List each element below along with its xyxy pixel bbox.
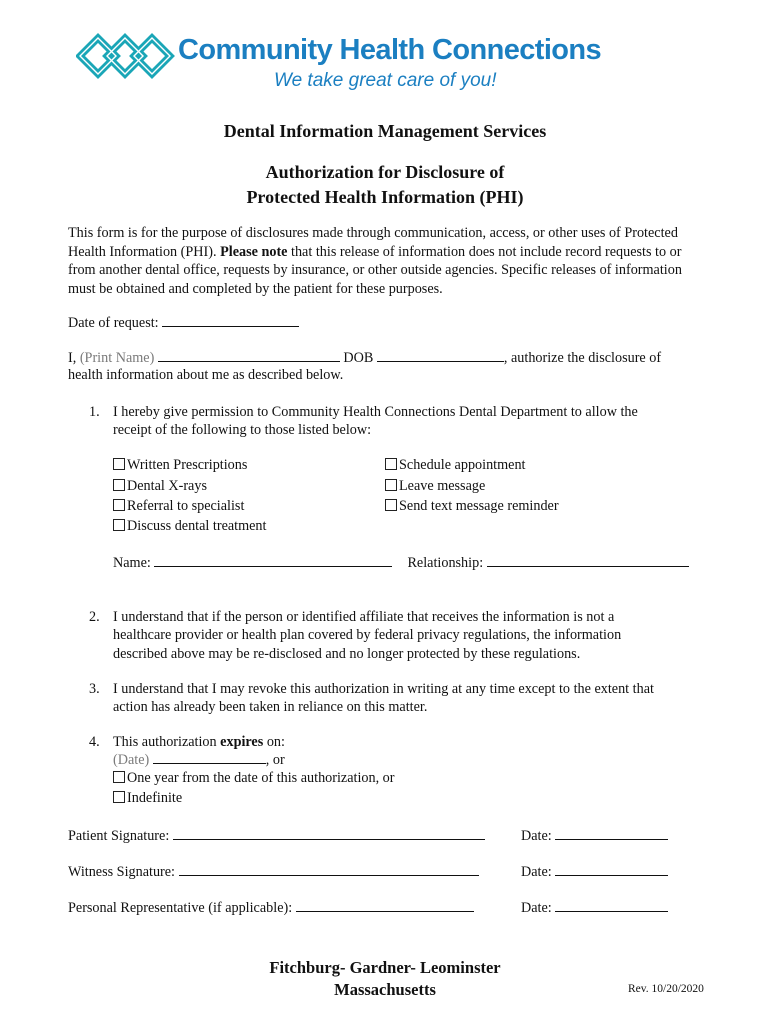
item-1-line1: I hereby give permission to Community Health Connections Dental Department to allow the xyxy=(113,404,638,420)
revision-date: Rev. 10/20/2020 xyxy=(628,983,704,995)
item-3-number: 3. xyxy=(89,681,100,697)
checkbox-leave-message[interactable] xyxy=(385,478,485,495)
checkbox-indefinite[interactable] xyxy=(113,790,182,807)
expiry-date-label: (Date) xyxy=(113,752,150,768)
expiry-date-field[interactable] xyxy=(153,751,266,764)
authorize-text: , authorize the disclosure of xyxy=(503,350,662,366)
witness-signature-row xyxy=(68,863,479,881)
intro-paragraph xyxy=(68,224,708,298)
department-title: Dental Information Management Services xyxy=(223,121,547,141)
intro-text-1: This form is for the purpose of disclosures made through communication, access, or other uses of Protected Health Information (PHI). xyxy=(68,225,678,260)
item-3 xyxy=(89,680,709,717)
checkbox-icon[interactable] xyxy=(113,791,125,803)
item-1 xyxy=(89,403,709,440)
logo-icon xyxy=(76,30,176,82)
intro-please-note: Please note xyxy=(220,243,288,260)
form-title xyxy=(0,160,770,210)
form-title-line2: Protected Health Information (PHI) xyxy=(246,187,524,207)
checkbox-icon[interactable] xyxy=(113,771,125,783)
patient-signature-field[interactable] xyxy=(173,827,485,840)
option-label: Dental X-rays xyxy=(127,478,207,494)
expiry-or: , or xyxy=(265,752,285,768)
witness-signature-field[interactable] xyxy=(179,863,479,876)
checkbox-discuss-treatment[interactable] xyxy=(113,518,266,535)
checkbox-one-year[interactable] xyxy=(113,770,395,787)
brand-tagline: We take great care of you! xyxy=(274,70,497,91)
footer-line1: Fitchburg- Gardner- Leominster xyxy=(269,958,501,977)
item-3-line1: I understand that I may revoke this authorization in writing at any time except to the extent that xyxy=(113,681,654,697)
patient-date-field[interactable] xyxy=(555,827,668,840)
item-2-number: 2. xyxy=(89,609,100,625)
relationship-field[interactable] xyxy=(487,554,689,567)
recipient-name-field[interactable] xyxy=(154,554,392,567)
checkbox-dental-xrays[interactable] xyxy=(113,478,207,495)
witness-date-label: Date: xyxy=(521,864,552,880)
recipient-row xyxy=(113,554,689,572)
option-label: Send text message reminder xyxy=(399,498,559,514)
item-4-number: 4. xyxy=(89,734,100,750)
representative-field[interactable] xyxy=(296,899,474,912)
checkbox-icon[interactable] xyxy=(113,479,125,491)
print-name-row xyxy=(68,349,661,367)
print-name-label: (Print Name) xyxy=(79,350,155,366)
item-3-line2: action has already been taken in reliance on this matter. xyxy=(113,699,428,716)
witness-date-field[interactable] xyxy=(555,863,668,876)
i-label: I, xyxy=(68,350,77,366)
patient-date-label: Date: xyxy=(521,828,552,844)
item-2-line2: healthcare provider or health plan covered by federal privacy regulations, the information xyxy=(113,627,622,644)
option-label: Schedule appointment xyxy=(399,457,526,473)
expiry-date-row xyxy=(113,751,285,769)
checkbox-icon[interactable] xyxy=(113,458,125,470)
witness-date-row xyxy=(521,863,668,881)
print-name-field[interactable] xyxy=(158,349,340,362)
item-1-number: 1. xyxy=(89,404,100,420)
checkbox-icon[interactable] xyxy=(385,499,397,511)
dob-label: DOB xyxy=(343,350,374,366)
representative-date-label: Date: xyxy=(521,900,552,916)
representative-date-row xyxy=(521,899,668,917)
witness-signature-label: Witness Signature: xyxy=(68,864,176,880)
checkbox-icon[interactable] xyxy=(113,499,125,511)
relationship-label: Relationship: xyxy=(407,555,484,571)
item-1-line2: receipt of the following to those listed below: xyxy=(113,422,372,439)
item-4-tail: on: xyxy=(263,734,285,750)
representative-row xyxy=(68,899,474,917)
representative-label: Personal Representative (if applicable): xyxy=(68,900,293,916)
checkbox-schedule-appointment[interactable] xyxy=(385,457,525,474)
authorize-line2: health information about me as described below. xyxy=(68,367,344,383)
date-of-request-row xyxy=(68,314,299,332)
checkbox-icon[interactable] xyxy=(385,458,397,470)
date-of-request-label: Date of request: xyxy=(68,315,159,331)
item-2-line3: described above may be re-disclosed and no longer protected by these regulations. xyxy=(113,645,581,662)
patient-signature-row xyxy=(68,827,485,845)
option-label: One year from the date of this authorization, or xyxy=(127,770,395,786)
patient-signature-label: Patient Signature: xyxy=(68,828,170,844)
intro-text-2: that this release of information does not include record requests to or from another dental office, requests by insurance, or other outside agencies. Specific releases of information must be obtained and completed by the patient for these purposes. xyxy=(68,243,682,297)
checkbox-icon[interactable] xyxy=(113,519,125,531)
date-of-request-field[interactable] xyxy=(162,314,299,327)
item-2 xyxy=(89,608,709,663)
item-4-line1 xyxy=(113,733,709,751)
checkbox-written-prescriptions[interactable] xyxy=(113,457,247,474)
item-4-lead: This authorization xyxy=(113,734,221,750)
option-label: Leave message xyxy=(399,478,486,494)
item-4-expires: expires xyxy=(220,734,264,750)
checkbox-icon[interactable] xyxy=(385,479,397,491)
option-label: Indefinite xyxy=(127,790,183,806)
checkbox-text-reminder[interactable] xyxy=(385,498,559,515)
option-label: Referral to specialist xyxy=(127,498,245,514)
option-label: Discuss dental treatment xyxy=(127,518,267,534)
item-4 xyxy=(89,733,709,751)
form-title-line1: Authorization for Disclosure of xyxy=(265,162,505,182)
item-2-line1: I understand that if the person or identified affiliate that receives the information is not a xyxy=(113,609,615,625)
checkbox-referral[interactable] xyxy=(113,498,244,515)
patient-date-row xyxy=(521,827,668,845)
brand-name: Community Health Connections xyxy=(178,34,602,66)
dob-field[interactable] xyxy=(377,349,504,362)
representative-date-field[interactable] xyxy=(555,899,668,912)
footer-line2: Massachusetts xyxy=(334,980,436,999)
option-label: Written Prescriptions xyxy=(127,457,248,473)
recipient-name-label: Name: xyxy=(113,555,151,571)
